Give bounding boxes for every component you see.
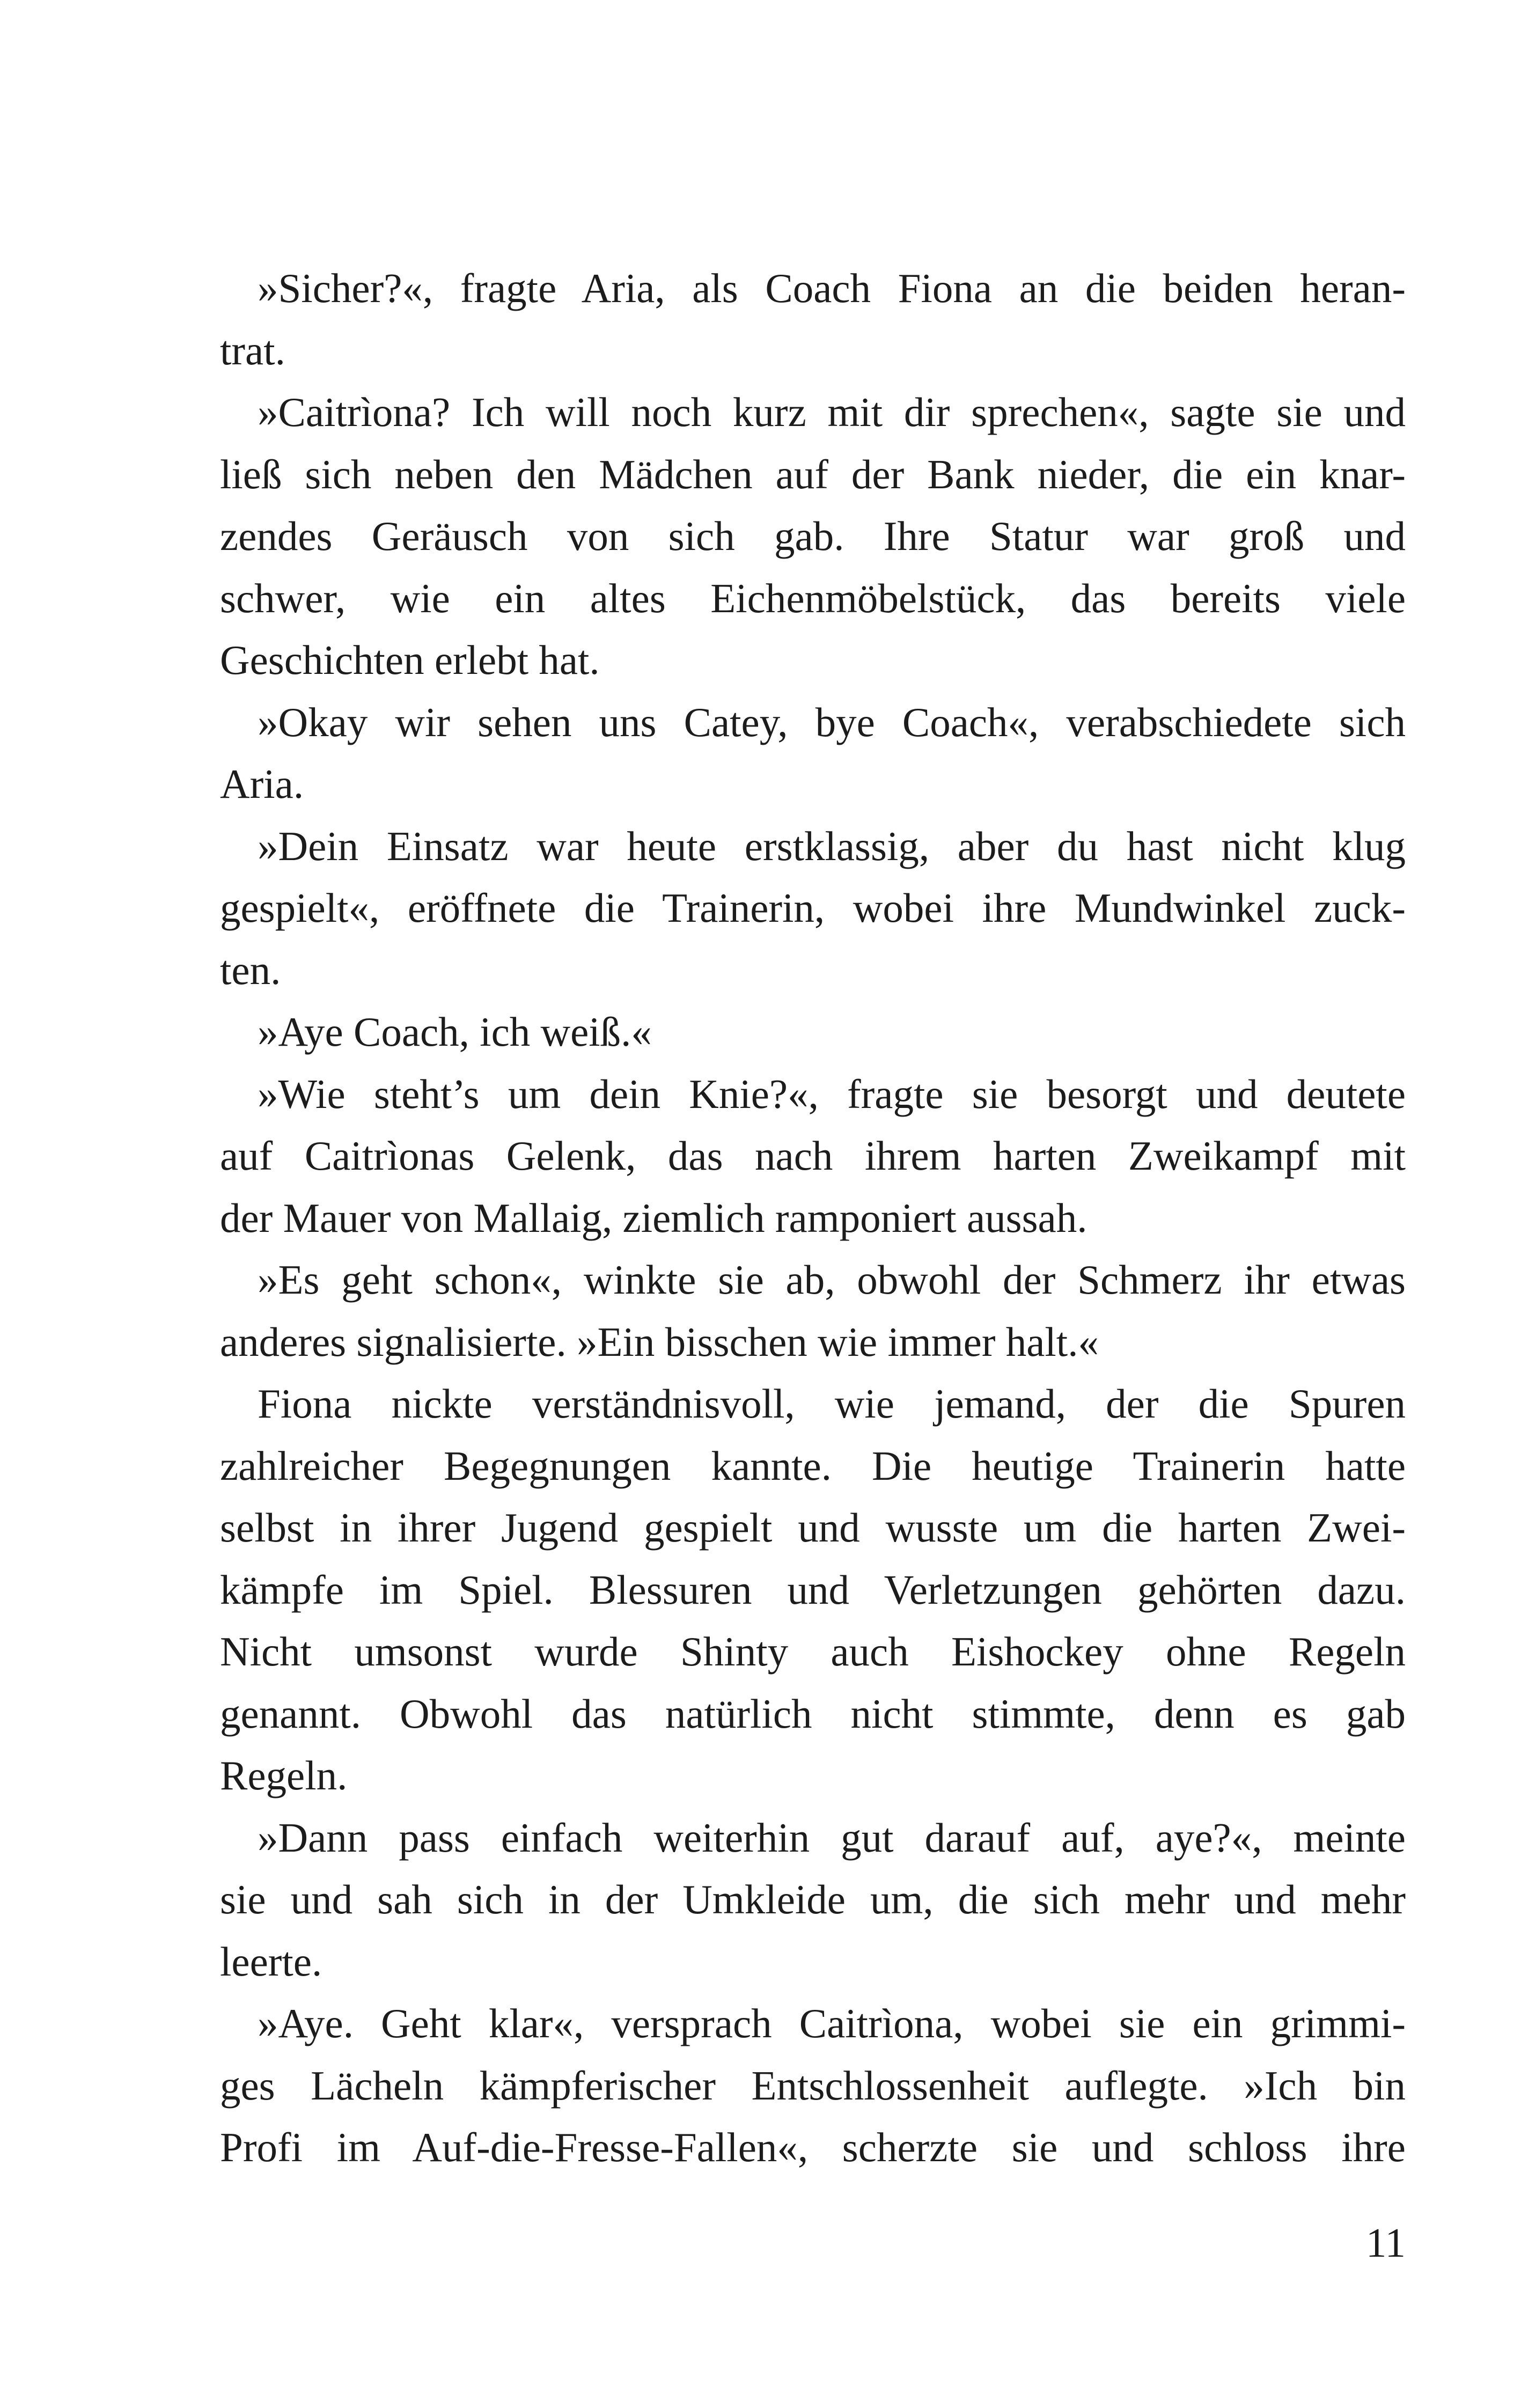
text-line: kämpfe im Spiel. Blessuren und Verletzungen gehörten dazu. [220, 1566, 1406, 1613]
text-line: zendes Geräusch von sich gab. Ihre Statur war groß und [220, 513, 1406, 559]
text-line: der Mauer von Mallaig, ziemlich ramponiert aussah. [220, 1194, 1088, 1241]
text-line: »Wie steht’s um dein Knie?«, fragte sie besorgt und deutete [258, 1070, 1406, 1117]
text-line: selbst in ihrer Jugend gespielt und wusste um die harten Zwei- [220, 1504, 1406, 1551]
text-line: zahlreicher Begegnungen kannte. Die heutige Trainerin hatte [220, 1442, 1406, 1489]
text-line: Regeln. [220, 1752, 348, 1798]
text-line: ges Lächeln kämpferischer Entschlossenheit auflegte. »Ich bin [220, 2062, 1406, 2109]
text-line: »Caitrìona? Ich will noch kurz mit dir sprechen«, sagte sie und [258, 389, 1406, 435]
text-line: Aria. [220, 761, 304, 807]
text-line: auf Caitrìonas Gelenk, das nach ihrem harten Zweikampf mit [220, 1133, 1406, 1179]
text-line: ten. [220, 946, 281, 993]
text-line: schwer, wie ein altes Eichenmöbelstück, das bereits viele [220, 575, 1406, 621]
text-line: »Dein Einsatz war heute erstklassig, aber du hast nicht klug [258, 823, 1406, 869]
text-line: genannt. Obwohl das natürlich nicht stimmte, denn es gab [220, 1690, 1406, 1737]
text-line: Nicht umsonst wurde Shinty auch Eishockey ohne Regeln [220, 1628, 1406, 1675]
text-line: Profi im Auf-die-Fresse-Fallen«, scherzte sie und schloss ihre [220, 2124, 1406, 2170]
text-line: »Es geht schon«, winkte sie ab, obwohl der Schmerz ihr etwas [258, 1257, 1406, 1303]
text-line: »Aye Coach, ich weiß.« [258, 1009, 652, 1055]
text-line: anderes signalisierte. »Ein bisschen wie immer halt.« [220, 1318, 1099, 1365]
text-line: sie und sah sich in der Umkleide um, die sich mehr und mehr [220, 1876, 1406, 1922]
text-line: »Okay wir sehen uns Catey, bye Coach«, verabschiedete sich [258, 699, 1406, 745]
text-line: »Dann pass einfach weiterhin gut darauf auf, aye?«, meinte [258, 1814, 1406, 1861]
text-line: »Sicher?«, fragte Aria, als Coach Fiona an die beiden heran- [258, 265, 1406, 311]
text-line: ließ sich neben den Mädchen auf der Bank nieder, die ein knar- [220, 451, 1406, 497]
text-line: Fiona nickte verständnisvoll, wie jemand, der die Spuren [258, 1381, 1406, 1427]
text-line: Geschichten erlebt hat. [220, 637, 600, 683]
text-line: trat. [220, 327, 285, 373]
text-line: gespielt«, eröffnete die Trainerin, wobei ihre Mundwinkel zuck- [220, 885, 1406, 931]
page-number: 11 [1365, 2220, 1406, 2266]
text-line: leerte. [220, 1938, 322, 1985]
text-line: »Aye. Geht klar«, versprach Caitrìona, wobei sie ein grimmi- [258, 2000, 1406, 2046]
body-text [220, 258, 1406, 2179]
